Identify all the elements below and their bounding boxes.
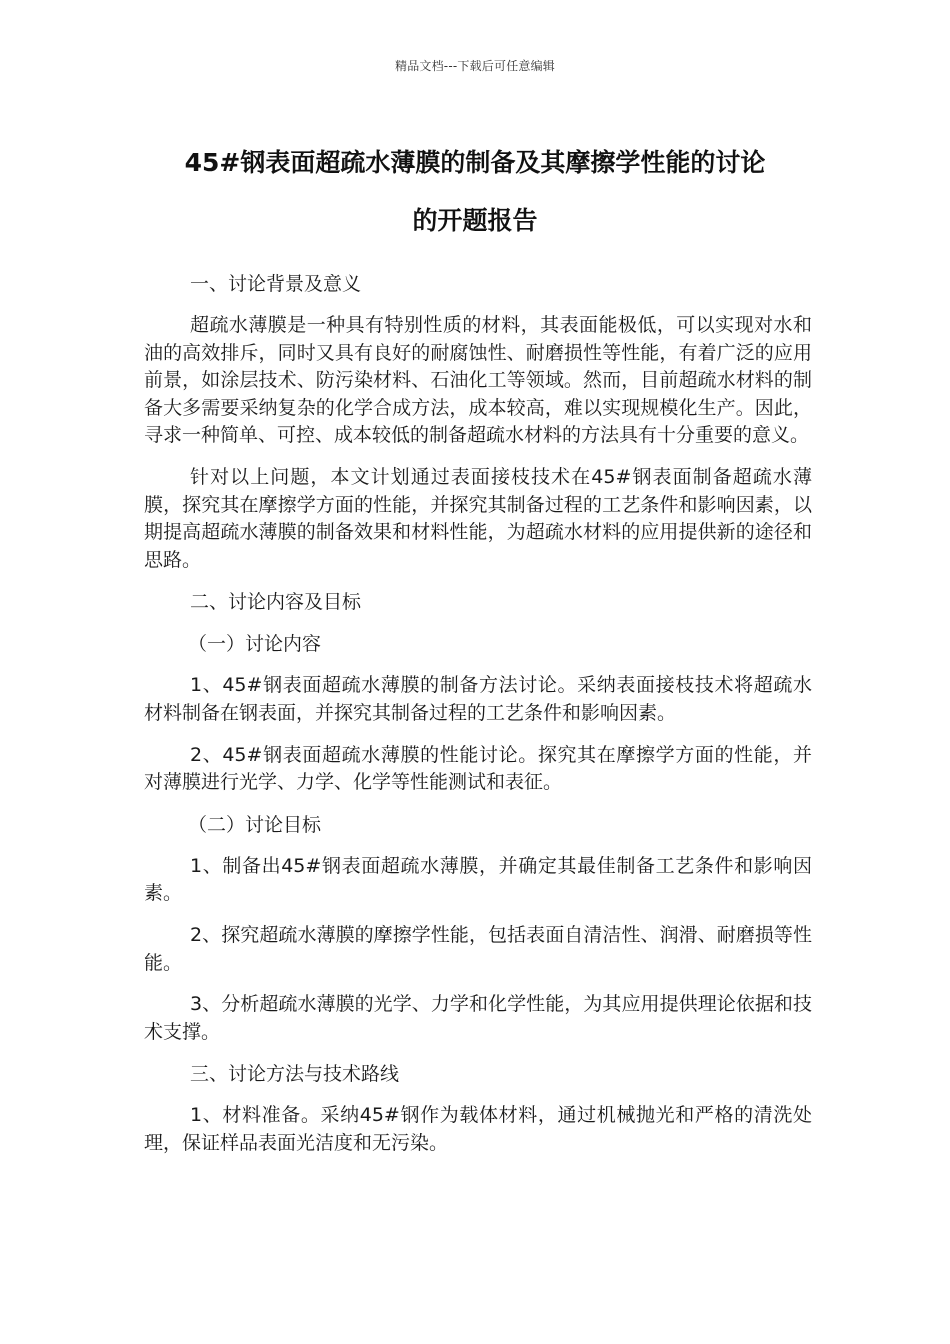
section-2-heading: 二、讨论内容及目标 <box>190 591 362 614</box>
section-1-paragraph-1: 超疏水薄膜是一种具有特别性质的材料，其表面能极低，可以实现对水和油的高效排斥，同时又具有良好的耐腐蚀性、耐磨损性等性能，有着广泛的应用前景，如涂层技术、防污染材料、石油化工等领域。然而，目前超疏水材料的制备大多需要采纳复杂的化学合成方法，成本较高，难以实现规模化生产。因此，寻求一种简单、可控、成本较低的制备超疏水材料的方法具有十分重要的意义。 <box>144 314 812 447</box>
section-2-content-item-2: 2、45#钢表面超疏水薄膜的性能讨论。探究其在摩擦学方面的性能，并对薄膜进行光学、力学、化学等性能测试和表征。 <box>144 743 812 794</box>
header-note: 精品文档---下载后可任意编辑 <box>395 59 555 73</box>
title-line-1: 45#钢表面超疏水薄膜的制备及其摩擦学性能的讨论 <box>184 148 766 177</box>
section-3-method-item-1: 1、材料准备。采纳45#钢作为载体材料，通过机械抛光和严格的清洗处理，保证样品表面光洁度和无污染。 <box>144 1104 812 1154</box>
section-2-subheading-content: （一）讨论内容 <box>188 633 322 656</box>
section-2-goal-item-2: 2、探究超疏水薄膜的摩擦学性能，包括表面自清洁性、润滑、耐磨损等性能。 <box>144 923 812 974</box>
document-body <box>144 270 812 1171</box>
document-title <box>120 134 830 250</box>
section-3-heading: 三、讨论方法与技术路线 <box>190 1063 400 1086</box>
section-1-paragraph-2: 针对以上问题，本文计划通过表面接枝技术在45#钢表面制备超疏水薄膜，探究其在摩擦学方面的性能，并探究其制备过程的工艺条件和影响因素，以期提高超疏水薄膜的制备效果和材料性能，为超疏水材料的应用提供新的途径和思路。 <box>144 465 812 571</box>
section-2-subheading-goals: （二）讨论目标 <box>188 813 322 836</box>
section-2-goal-item-1: 1、制备出45#钢表面超疏水薄膜，并确定其最佳制备工艺条件和影响因素。 <box>144 854 812 905</box>
section-2-goal-item-3: 3、分析超疏水薄膜的光学、力学和化学性能，为其应用提供理论依据和技术支撑。 <box>144 993 812 1043</box>
section-1-heading: 一、讨论背景及意义 <box>190 273 362 295</box>
title-line-2: 的开题报告 <box>412 206 538 235</box>
section-2-content-item-1: 1、45#钢表面超疏水薄膜的制备方法讨论。采纳表面接枝技术将超疏水材料制备在钢表面，并探究其制备过程的工艺条件和影响因素。 <box>144 674 812 724</box>
